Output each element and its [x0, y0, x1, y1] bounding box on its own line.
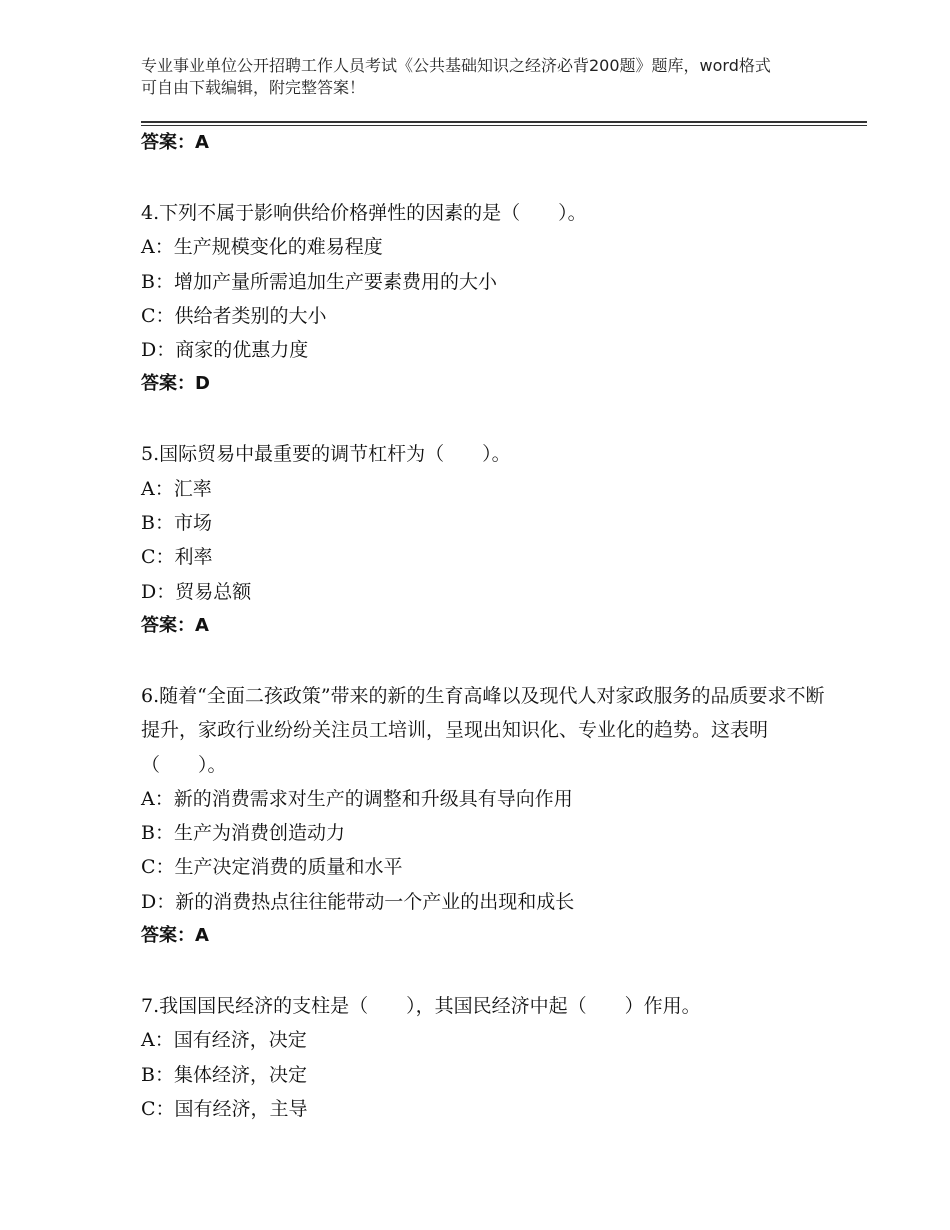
question-stem: 6.随着“全面二孩政策”带来的新的生育高峰以及现代人对家政服务的品质要求不断提升，家政行业纷纷关注员工培训，呈现出知识化、专业化的趋势。这表明（ ）。: [141, 684, 825, 776]
question-stem: 5.国际贸易中最重要的调节杠杆为（ ）。: [141, 443, 511, 466]
answer: 答案：A: [141, 614, 209, 636]
option-a: A：新的消费需求对生产的调整和升级具有导向作用: [141, 787, 573, 810]
option-a: A：汇率: [141, 477, 212, 500]
option-a: A：生产规模变化的难易程度: [141, 236, 383, 259]
option-c: C：国有经济，主导: [141, 1097, 308, 1120]
question-6: [141, 679, 841, 953]
option-b: B：集体经济，决定: [141, 1063, 307, 1086]
option-a: A：国有经济，决定: [141, 1029, 307, 1052]
option-c: C：供给者类别的大小: [141, 304, 327, 327]
question-7: [141, 989, 841, 1126]
option-b: B：增加产量所需追加生产要素费用的大小: [141, 270, 497, 293]
question-5: [141, 437, 841, 642]
document-header: 专业事业单位公开招聘工作人员考试《公共基础知识之经济必背200题》题库，word格式可自由下载编辑，附完整答案！: [141, 56, 771, 97]
option-b: B：生产为消费创造动力: [141, 822, 345, 845]
option-d: D：新的消费热点往往能带动一个产业的出现和成长: [141, 890, 575, 913]
option-b: B：市场: [141, 512, 212, 535]
option-d: D：商家的优惠力度: [141, 339, 309, 362]
answer: 答案：D: [141, 373, 210, 395]
answer: 答案：A: [141, 925, 209, 947]
question-stem: 7.我国国民经济的支柱是（ ），其国民经济中起（ ）作用。: [141, 995, 701, 1018]
option-d: D：贸易总额: [141, 580, 252, 603]
option-c: C：利率: [141, 546, 213, 569]
previous-answer: 答案：A: [141, 132, 209, 153]
question-stem: 4.下列不属于影响供给价格弹性的因素的是（ ）。: [141, 202, 587, 224]
question-4: [141, 196, 841, 401]
question-list: [141, 126, 841, 1126]
option-c: C：生产决定消费的质量和水平: [141, 856, 403, 879]
header-rule-thick: [141, 121, 867, 123]
